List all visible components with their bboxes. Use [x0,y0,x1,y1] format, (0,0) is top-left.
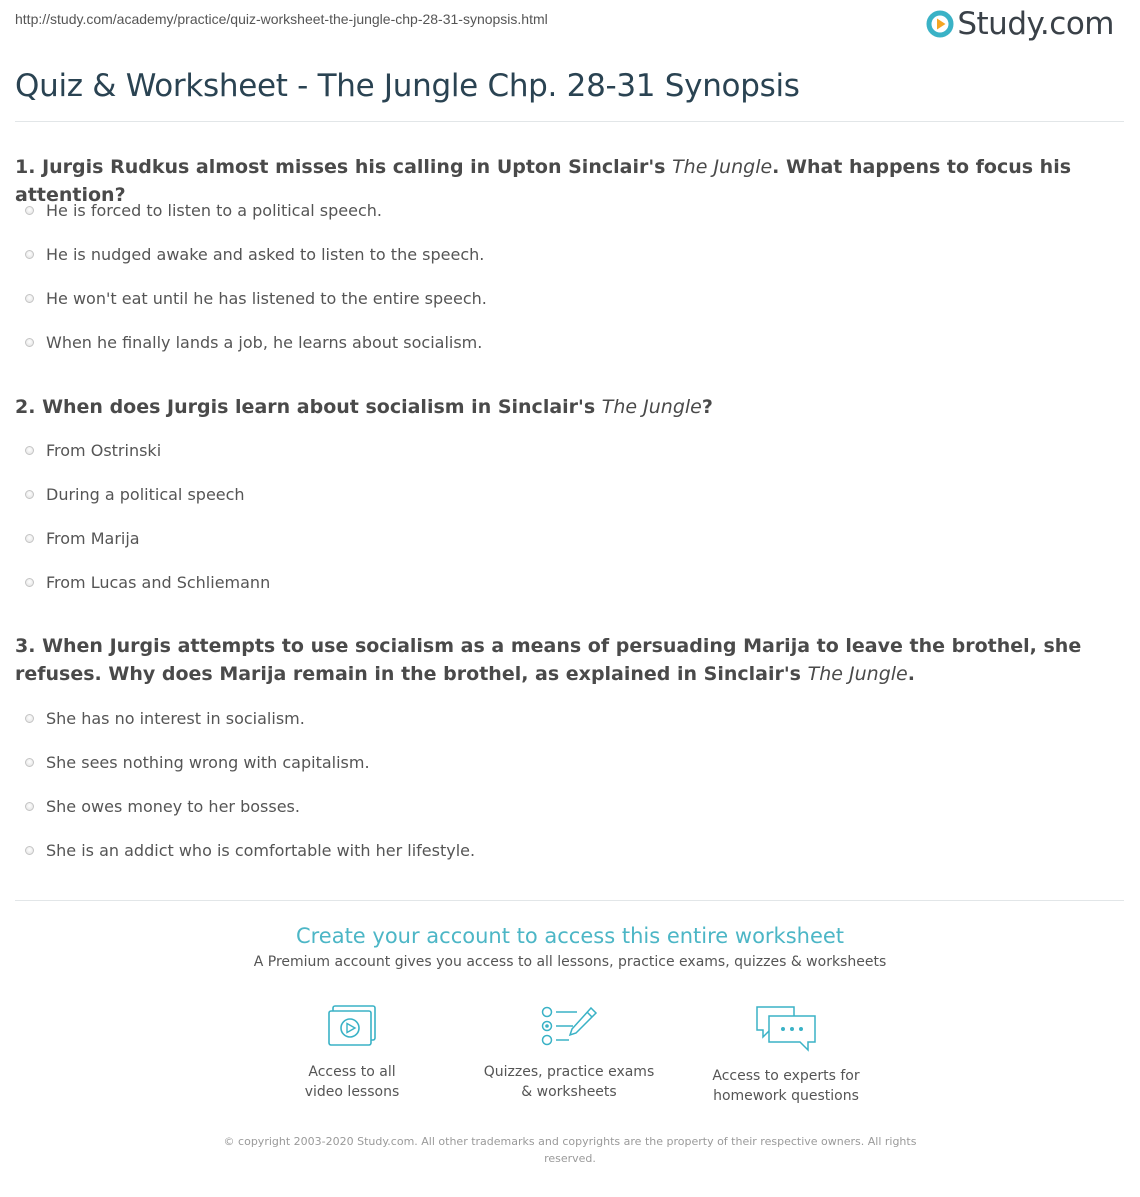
radio-button-icon[interactable] [25,578,34,587]
option-label: He won't eat until he has listened to the entire speech. [46,289,487,308]
answer-option[interactable] [25,529,140,548]
quiz-checklist-icon [539,1004,599,1050]
feature-video-lessons [252,1004,452,1102]
option-label: He is forced to listen to a political speech. [46,201,383,220]
answer-option[interactable] [25,709,305,728]
play-logo-icon [926,10,954,38]
radio-button-icon[interactable] [25,446,34,455]
option-label: He is nudged awake and asked to listen to the speech. [46,245,485,264]
option-label: She sees nothing wrong with capitalism. [46,753,370,772]
answer-option[interactable] [25,485,245,504]
option-label: She is an addict who is comfortable with her lifestyle. [46,841,476,860]
video-lessons-icon [326,1004,378,1050]
feature-quizzes [469,1004,669,1102]
radio-button-icon[interactable] [25,338,34,347]
page-url: http://study.com/academy/practice/quiz-worksheet-the-jungle-chp-28-31-synopsis.html [15,11,548,27]
cta-subtitle: A Premium account gives you access to all lessons, practice exams, quizzes & worksheets [253,954,887,970]
feature-label: Quizzes, practice exams & worksheets [483,1064,655,1100]
radio-button-icon[interactable] [25,250,34,259]
option-label: From Ostrinski [46,441,162,460]
study-logo[interactable] [926,6,1114,42]
feature-label: Access to experts for homework questions [712,1068,860,1104]
answer-option[interactable] [25,289,487,308]
answer-option[interactable] [25,797,300,816]
option-label: During a political speech [46,485,245,504]
divider [15,900,1124,901]
cta-heading-link[interactable]: Create your account to access this entire worksheet [295,924,845,948]
option-label: From Marija [46,529,140,548]
answer-option[interactable] [25,841,475,860]
divider [15,121,1124,122]
radio-button-icon[interactable] [25,802,34,811]
answer-option[interactable] [25,573,270,592]
answer-option[interactable] [25,201,382,220]
feature-experts [686,1004,886,1106]
answer-option[interactable] [25,245,484,264]
radio-button-icon[interactable] [25,534,34,543]
radio-button-icon[interactable] [25,490,34,499]
option-label: She has no interest in socialism. [46,709,305,728]
copyright-notice: © copyright 2003-2020 Study.com. All other trademarks and copyrights are the property of their respective owners. All rights reserved. [223,1135,917,1165]
radio-button-icon[interactable] [25,846,34,855]
radio-button-icon[interactable] [25,206,34,215]
radio-button-icon[interactable] [25,294,34,303]
answer-option[interactable] [25,333,482,352]
chat-bubbles-icon [754,1004,818,1054]
radio-button-icon[interactable] [25,714,34,723]
page-title: Quiz & Worksheet - The Jungle Chp. 28-31 Synopsis [15,68,800,104]
answer-option[interactable] [25,441,161,460]
logo-text: Study.com [957,6,1114,42]
option-label: She owes money to her bosses. [46,797,300,816]
question-1: 1. Jurgis Rudkus almost misses his calling in Upton Sinclair's The Jungle. What happens to focus his attention? [15,156,1072,206]
radio-button-icon[interactable] [25,758,34,767]
feature-label: Access to all video lessons [304,1064,400,1100]
question-2: 2. When does Jurgis learn about socialism in Sinclair's The Jungle? [15,396,713,418]
answer-option[interactable] [25,753,370,772]
question-3: 3. When Jurgis attempts to use socialism as a means of persuading Marija to leave the brothel, she refuses. Why does Marija remain in the brothel, as explained in Sinclair's The Jungle. [15,635,1082,685]
option-label: When he finally lands a job, he learns about socialism. [46,333,483,352]
option-label: From Lucas and Schliemann [46,573,271,592]
